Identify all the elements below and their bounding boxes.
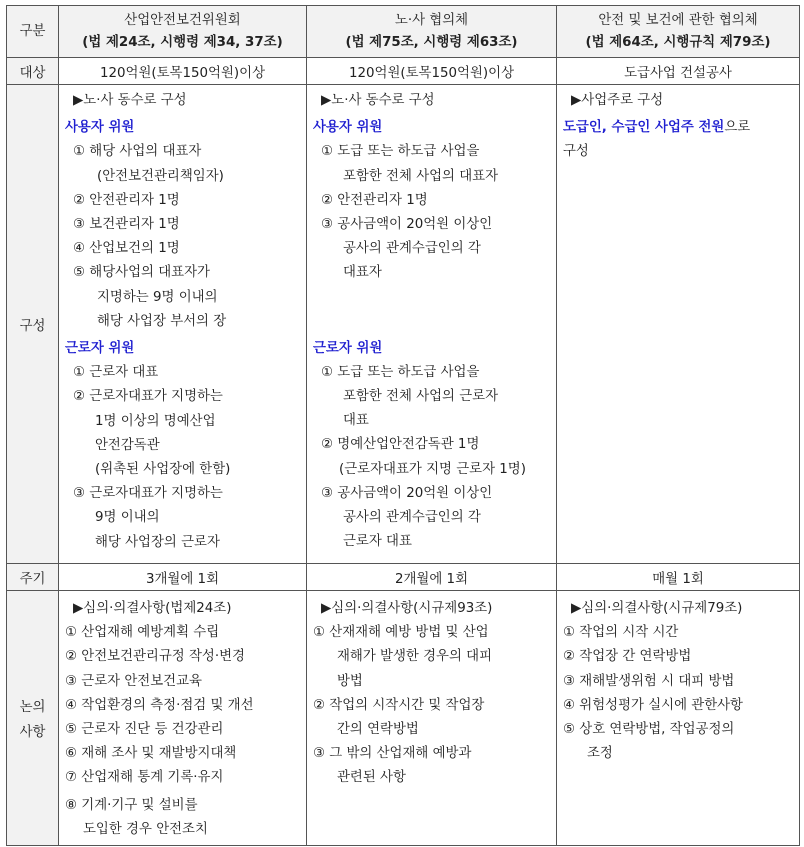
discussion-intro: ▶심의·의결사항(시규제79조) (571, 601, 743, 616)
composition-description-cont: 구성 (563, 144, 589, 160)
header-row (7, 6, 800, 58)
list-item: ① 산업재해 예방계획 수립 (65, 625, 220, 641)
composition-cell-2 (307, 85, 557, 564)
employer-members-title: 사용자 위원 (65, 120, 135, 136)
list-item: 해당 사업장의 근로자 (95, 534, 220, 550)
header-safety-health-council: 안전 및 보건에 관한 협의체 (법 제64조, 시행규칙 제79조) (557, 6, 800, 58)
list-item: ③ 재해발생위험 시 대피 방법 (563, 673, 735, 689)
highlight-text: 도급인, 수급인 사업주 전원 (563, 120, 725, 136)
list-item: ① 도급 또는 하도급 사업을 (321, 364, 480, 380)
list-item: ④ 위험성평가 실시에 관한사항 (563, 697, 743, 713)
header-labor-management-council: 노·사 협의체 (법 제75조, 시행령 제63조) (307, 6, 557, 58)
committee-comparison-table (6, 5, 800, 846)
worker-members-title: 근로자 위원 (313, 340, 383, 356)
list-item: ⑦ 산업재해 통계 기록·유지 (65, 770, 224, 786)
list-item: 조정 (587, 746, 613, 762)
list-item: ④ 산업보건의 1명 (73, 241, 180, 257)
list-item: 간의 연락방법 (337, 722, 419, 738)
period-row (7, 564, 800, 591)
discussion-row (7, 591, 800, 846)
list-item: ① 산재재해 예방 방법 및 산업 (313, 625, 489, 641)
list-item: ③ 공사금액이 20억원 이상인 (321, 217, 493, 233)
target-cell-1: 120억원(토목150억원)이상 (59, 58, 307, 85)
list-item: ② 안전관리자 1명 (73, 192, 180, 208)
list-item: ④ 작업환경의 측정·점검 및 개선 (65, 697, 254, 713)
list-item: (위촉된 사업장에 한함) (95, 462, 231, 478)
composition-cell-3 (557, 85, 800, 564)
list-item: ③ 그 밖의 산업재해 예방과 (313, 746, 472, 762)
list-item: ③ 공사금액이 20억원 이상인 (321, 485, 493, 501)
list-item: 1명 이상의 명예산업 (95, 413, 216, 429)
list-item: 관련된 사항 (337, 770, 406, 786)
list-item: 공사의 관계수급인의 각 (343, 241, 481, 257)
list-item: ② 작업의 시작시간 및 작업장 (313, 697, 485, 713)
header-category: 구분 (7, 6, 59, 58)
list-item: (근로자대표가 지명 근로자 1명) (339, 461, 526, 477)
list-item: 9명 이내의 (95, 510, 160, 526)
composition-description: 도급인, 수급인 사업주 전원으로 (563, 120, 751, 136)
list-item: 대표자 (343, 265, 382, 281)
list-item: ② 안전보건관리규정 작성·변경 (65, 649, 245, 665)
list-item: 포함한 전체 사업의 근로자 (343, 389, 499, 405)
list-item: ⑧ 기계·기구 및 설비를 (65, 797, 198, 813)
list-item: ② 명예산업안전감독관 1명 (321, 437, 480, 453)
composition-intro: ▶사업주로 구성 (571, 93, 664, 108)
list-item: ② 안전관리자 1명 (321, 192, 428, 208)
list-item: 지명하는 9명 이내의 (97, 289, 218, 305)
list-item: 안전감독관 (95, 437, 160, 453)
list-item: 방법 (337, 673, 363, 689)
composition-intro: ▶노·사 동수로 구성 (73, 93, 187, 108)
list-item: 포함한 전체 사업의 대표자 (343, 168, 499, 184)
target-cell-2: 120억원(토목150억원)이상 (307, 58, 557, 85)
employer-members-title: 사용자 위원 (313, 120, 383, 136)
discussion-intro: ▶심의·의결사항(법제24조) (73, 601, 232, 616)
target-row (7, 58, 800, 85)
worker-members-title: 근로자 위원 (65, 341, 135, 357)
list-item: 공사의 관계수급인의 각 (343, 510, 481, 526)
period-cell-2: 2개월에 1회 (307, 564, 557, 591)
header-safety-health-committee: 산업안전보건위원회 (법 제24조, 시행령 제34, 37조) (59, 6, 307, 58)
list-item: 대표 (343, 413, 369, 429)
list-item: ② 근로자대표가 지명하는 (73, 389, 223, 405)
list-item: ⑤ 근로자 진단 등 건강관리 (65, 722, 224, 738)
discussion-label: 논의 사항 (7, 591, 59, 846)
list-item: ① 해당 사업의 대표자 (73, 144, 202, 160)
composition-cell-1 (59, 85, 307, 564)
list-item: ① 근로자 대표 (73, 365, 159, 381)
target-label: 대상 (7, 58, 59, 85)
list-item: ③ 근로자 안전보건교육 (65, 673, 202, 689)
list-item: ③ 근로자대표가 지명하는 (73, 486, 223, 502)
list-item: ⑥ 재해 조사 및 재발방지대책 (65, 746, 237, 762)
list-item: ① 도급 또는 하도급 사업을 (321, 144, 480, 160)
list-item: 근로자 대표 (343, 534, 412, 550)
target-cell-3: 도급사업 건설공사 (557, 58, 800, 85)
period-cell-3: 매월 1회 (557, 564, 800, 591)
discussion-intro: ▶심의·의결사항(시규제93조) (321, 601, 493, 616)
list-item: ② 작업장 간 연락방법 (563, 649, 692, 665)
period-cell-1: 3개월에 1회 (59, 564, 307, 591)
discussion-cell-3 (557, 591, 800, 846)
list-item: ③ 보건관리자 1명 (73, 217, 180, 233)
list-item: ① 작업의 시작 시간 (563, 625, 679, 641)
list-item: ⑤ 상호 연락방법, 작업공정의 (563, 722, 735, 738)
composition-row (7, 85, 800, 564)
list-item: ⑤ 해당사업의 대표자가 (73, 265, 210, 281)
composition-label: 구성 (7, 85, 59, 564)
discussion-cell-2 (307, 591, 557, 846)
composition-intro: ▶노·사 동수로 구성 (321, 93, 435, 108)
discussion-cell-1 (59, 591, 307, 846)
list-item: (안전보건관리책임자) (97, 168, 224, 184)
period-label: 주기 (7, 564, 59, 591)
list-item: 해당 사업장 부서의 장 (97, 313, 227, 329)
list-item: 도입한 경우 안전조치 (83, 821, 208, 837)
list-item: 재해가 발생한 경우의 대피 (337, 649, 493, 665)
